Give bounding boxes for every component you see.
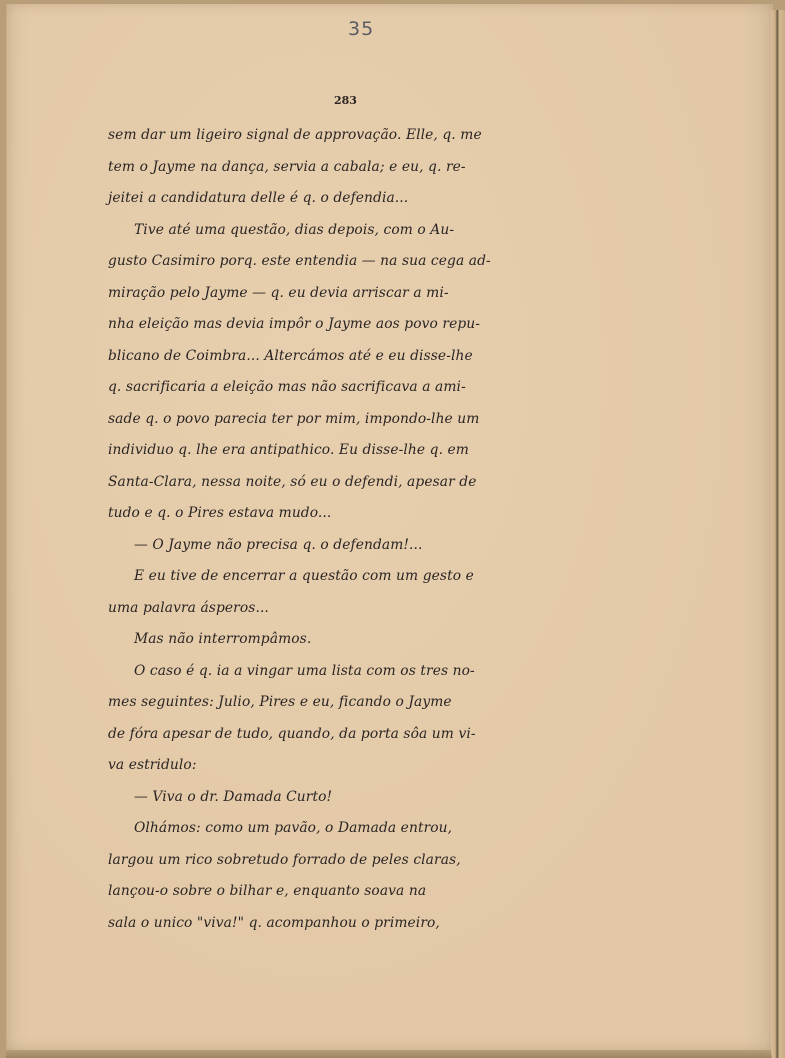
folio-number: 35: [348, 18, 375, 40]
handwritten-text-block: [108, 120, 594, 939]
text-line: mes seguintes: Julio, Pires e eu, ficando o Jayme: [108, 694, 452, 710]
text-line: individuo q. lhe era antipathico. Eu disse-lhe q. em: [108, 442, 469, 458]
text-line: de fóra apesar de tudo, quando, da porta sôa um vi-: [108, 725, 476, 742]
text-line: O caso é q. ia a vingar uma lista com os tres no-: [134, 662, 475, 679]
text-line: largou um rico sobretudo forrado de peles claras,: [108, 851, 461, 868]
text-line: lançou-o sobre o bilhar e, enquanto soava na: [108, 883, 427, 899]
text-line: — O Jayme não precisa q. o defendam!...: [134, 536, 423, 553]
printed-page-number: 283: [334, 94, 357, 107]
text-line: gusto Casimiro porq. este entendia — na sua cega ad-: [108, 253, 491, 269]
text-line: Olhámos: como um pavão, o Damada entrou,: [134, 820, 453, 836]
text-line: tudo e q. o Pires estava mudo...: [108, 505, 332, 521]
text-line: — Viva o dr. Damada Curto!: [134, 788, 333, 805]
page-bottom-shadow: [6, 1050, 772, 1058]
text-line: E eu tive de encerrar a questão com um gesto e: [134, 568, 474, 584]
text-line: sade q. o povo parecia ter por mim, impondo-lhe um: [108, 410, 480, 427]
text-line: miração pelo Jayme — q. eu devia arriscar a mi-: [108, 284, 449, 301]
text-line: q. sacrificaria a eleição mas não sacrificava a ami-: [108, 379, 466, 395]
text-line: blicano de Coimbra... Altercámos até e eu disse-lhe: [108, 347, 473, 364]
text-line: Tive até uma questão, dias depois, com o Au-: [134, 221, 455, 238]
text-line: sem dar um ligeiro signal de approvação. Elle, q. me: [108, 127, 482, 143]
text-line: Mas não interrompâmos.: [134, 631, 312, 647]
text-line: sala o unico "viva!" q. acompanhou o primeiro,: [108, 914, 440, 931]
text-line: va estridulo:: [108, 757, 197, 773]
text-line: tem o Jayme na dança, servia a cabala; e eu, q. re-: [108, 158, 466, 175]
text-line: nha eleição mas devia impôr o Jayme aos povo repu-: [108, 316, 481, 332]
text-line: jeitei a candidatura delle é q. o defendia...: [108, 190, 409, 206]
page-edge-binding: [771, 10, 785, 1058]
text-line: Santa-Clara, nessa noite, só eu o defendi, apesar de: [108, 473, 477, 490]
text-line: uma palavra ásperos...: [108, 599, 269, 616]
